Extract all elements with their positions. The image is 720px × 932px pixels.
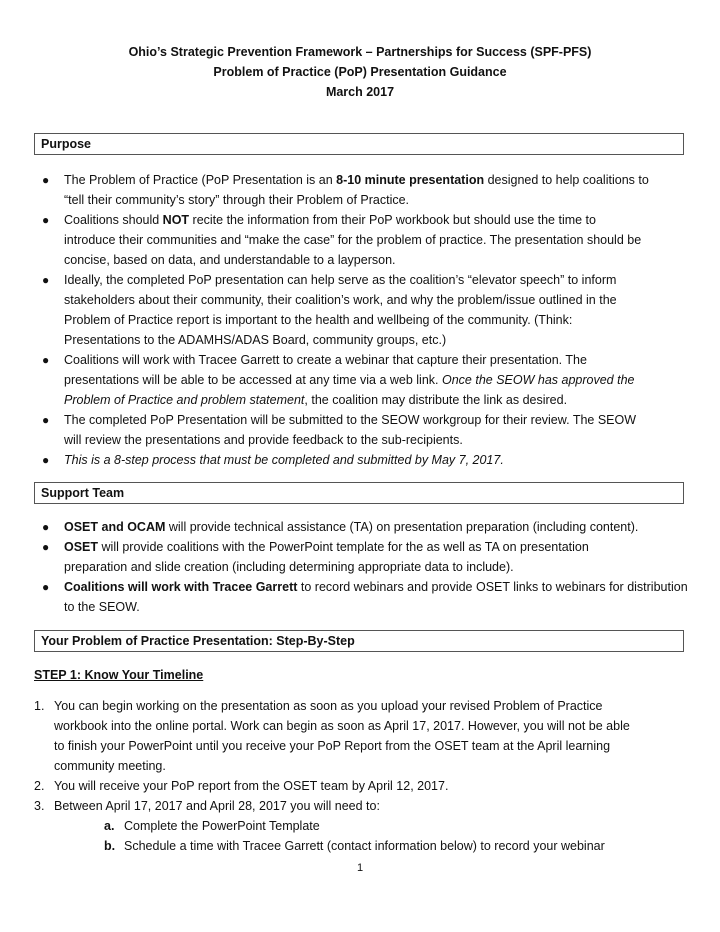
bullet-icon: ● xyxy=(42,520,50,534)
step-list-item-1: 1. You can begin working on the presentation as soon as you upload your revised Problem of Practice workbook into the online portal. Work can begin as soon as April 17, 2017. However, you will not be able to finish your PowerPoint until you receive your PoP Report from the OSET team at the April learning community meeting. xyxy=(34,699,630,773)
doc-title-line1: Ohio’s Strategic Prevention Framework – Partnerships for Success (SPF-PFS) xyxy=(128,45,592,59)
support-bullet-3: ● Coalitions will work with Tracee Garrett to record webinars and provide OSET links to webinars for distribution to the SEOW. xyxy=(36,577,706,617)
bullet-icon: ● xyxy=(42,580,50,594)
step-sub-item-b: b. Schedule a time with Tracee Garrett (contact information below) to record your webinar xyxy=(104,839,605,853)
section-heading-purpose: Purpose xyxy=(34,133,684,155)
bullet-icon: ● xyxy=(42,273,50,287)
purpose-bullet-2: ● Coalitions should NOT recite the information from their PoP workbook but should use the time to introduce their communities and “make the case” for the problem of practice. The presentation should be concise, based on data, and understandable to a layperson. xyxy=(36,210,706,270)
section-heading-step-by-step: Your Problem of Practice Presentation: Step-By-Step xyxy=(34,630,684,652)
purpose-bullet-4: ● Coalitions will work with Tracee Garrett to create a webinar that capture their presentation. The presentations will be able to be accessed at any time via a web link. Once the SEOW has approved the Problem of Practice and problem statement, the coalition may distribute the link as desired. xyxy=(36,350,706,410)
bullet-icon: ● xyxy=(42,413,50,427)
purpose-bullet-1: ● The Problem of Practice (PoP Presentation is an 8-10 minute presentation designed to help coalitions to “tell their community’s story” through their Problem of Practice. xyxy=(36,170,706,210)
page-number: 1 xyxy=(356,862,364,874)
step-list-item-2: 2. You will receive your PoP report from the OSET team by April 12, 2017. xyxy=(34,779,449,793)
step-sub-item-a: a. Complete the PowerPoint Template xyxy=(104,819,320,833)
bullet-icon: ● xyxy=(42,540,50,554)
purpose-bullet-3: ● Ideally, the completed PoP presentation can help serve as the coalition’s “elevator speech” to inform stakeholders about their community, their coalition’s work, and why the problem/issue outlined in the Problem of Practice report is important to the health and wellbeing of the community. (Think: Presentations to the ADAMHS/ADAS Board, community groups, etc.) xyxy=(36,270,706,350)
step-1-heading: STEP 1: Know Your Timeline xyxy=(34,668,204,682)
doc-date: March 2017 xyxy=(325,85,395,99)
step-list-item-3: 3. Between April 17, 2017 and April 28, 2017 you will need to: xyxy=(34,799,380,813)
bullet-icon: ● xyxy=(42,353,50,367)
bullet-icon: ● xyxy=(42,213,50,227)
bullet-icon: ● xyxy=(42,173,50,187)
doc-title-line2: Problem of Practice (PoP) Presentation Guidance xyxy=(213,65,507,79)
bullet-icon: ● xyxy=(42,453,50,467)
purpose-bullet-5: ● The completed PoP Presentation will be submitted to the SEOW workgroup for their review. The SEOW will review the presentations and provide feedback to the sub-recipients. xyxy=(36,410,706,450)
support-bullet-1: ● OSET and OCAM will provide technical assistance (TA) on presentation preparation (including content). xyxy=(36,517,706,537)
section-heading-support-team: Support Team xyxy=(34,482,684,504)
purpose-bullet-6: ● This is a 8-step process that must be completed and submitted by May 7, 2017. xyxy=(36,450,706,470)
support-bullet-2: ● OSET will provide coalitions with the PowerPoint template for the as well as TA on presentation preparation and slide creation (including determining appropriate data to include). xyxy=(36,537,706,577)
